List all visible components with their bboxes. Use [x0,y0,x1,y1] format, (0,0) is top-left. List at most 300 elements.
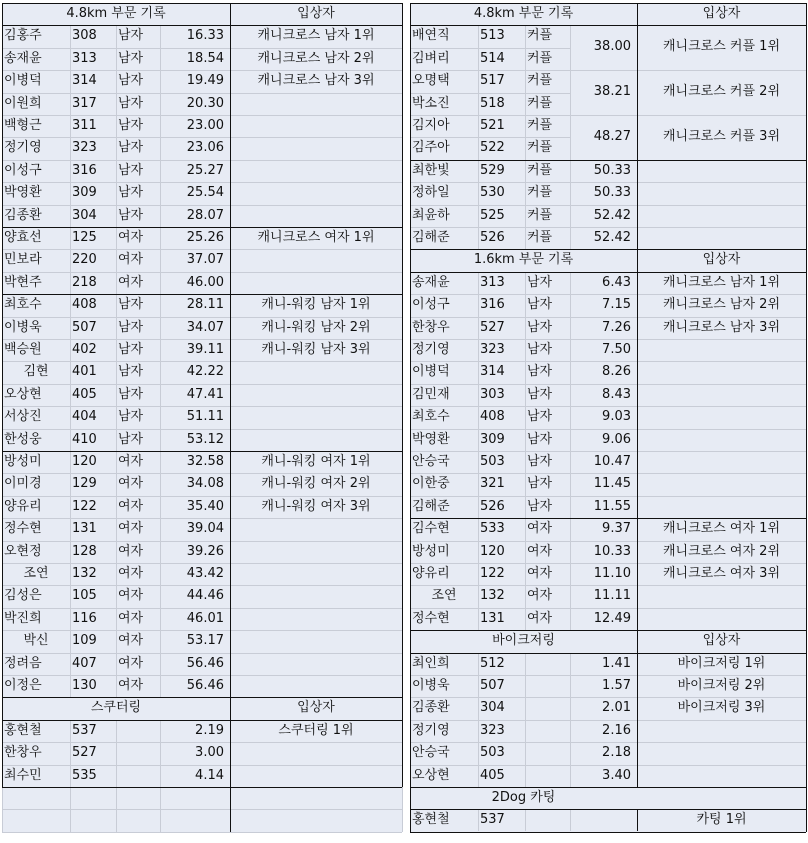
grid-line [570,809,571,831]
category: 남자 [118,185,144,201]
runner-name: 이병덕 [4,73,42,89]
award-text: 캐니크로스 여자 1위 [257,230,375,245]
category: 남자 [527,364,553,380]
record-time: 46.01 [186,610,224,626]
grid-line [525,653,526,787]
bib-number: 530 [480,185,505,201]
grid-line [160,720,161,832]
award-text [230,182,402,204]
runner-name: 안승국 [412,745,450,761]
runner-name: 김지아 [412,118,450,133]
border-line [410,518,806,519]
bib-number: 408 [72,297,97,313]
bib-number: 109 [72,633,97,649]
grid-line [2,137,402,138]
grid-line [410,541,806,542]
grid-line [410,70,806,71]
record-time: 10.33 [593,543,631,559]
runner-name: 안승국 [412,454,450,469]
grid-line [116,720,117,832]
record-time: 39.04 [186,521,224,537]
bib-number: 120 [72,454,97,469]
record-time: 34.08 [186,476,224,492]
runner-name: 홍현철 [4,722,42,738]
border-line [2,3,402,4]
runner-name: 한성웅 [4,431,42,447]
bib-number: 521 [480,118,505,133]
award-text [637,205,806,227]
bib-number: 130 [72,678,97,693]
record-time: 2.01 [602,700,631,716]
grid-line [2,496,402,497]
award-header: 입상자 [702,6,741,21]
category: 여자 [118,633,144,649]
grid-line [410,608,806,609]
grid-line [2,361,402,362]
runner-name: 김수현 [412,521,450,537]
grid-line [478,272,479,630]
bib-number: 131 [72,521,97,537]
record-time: 25.27 [186,162,224,178]
border-line [230,3,231,832]
runner-name: 이성구 [412,297,450,313]
runner-name: 최수민 [4,767,42,783]
record-time: 53.12 [186,431,224,447]
grid-line [2,765,402,766]
grid-line [525,809,526,831]
grid-line [410,765,806,766]
record-time: 34.07 [186,319,224,335]
runner-name: 송재윤 [4,50,42,66]
section-header-bikejoring: 바이크저링 [492,633,555,649]
runner-name: 이성구 [4,162,42,178]
runner-name: 오현정 [4,543,42,559]
grid-line [410,406,806,407]
category: 여자 [118,252,144,268]
award-text: 캐니크로스 여자 1위 [663,521,780,537]
grid-line [160,25,161,697]
runner-name: 최호수 [412,409,450,425]
record-time: 37.07 [186,252,224,268]
category: 남자 [118,319,144,335]
award-text: 바이크저링 1위 [677,655,766,671]
category: 여자 [527,521,553,537]
record-time: 2.18 [602,745,631,761]
award-header: 입상자 [297,6,335,21]
record-time: 11.11 [593,588,631,604]
runner-name: 한창우 [4,745,42,761]
bib-number: 522 [480,140,505,156]
award-text [230,518,402,540]
runner-name: 서상진 [4,409,42,425]
border-line [410,3,806,4]
grid-line [410,115,806,116]
category: 여자 [527,543,553,559]
bib-number: 410 [72,431,97,447]
award-text [230,361,402,383]
border-line [410,832,806,833]
runner-name: 박소진 [412,95,450,111]
runner-name: 김벼리 [412,50,450,66]
award-text [230,160,402,182]
record-time: 25.26 [186,230,224,245]
bib-number: 514 [480,50,505,66]
category: 여자 [527,588,553,604]
award-text [230,630,402,652]
bib-number: 513 [480,28,505,44]
category: 커플 [527,50,553,66]
border-line [410,272,806,273]
bib-number: 507 [480,678,505,693]
border-line [2,3,3,787]
award-text [230,541,402,563]
record-time: 51.11 [186,409,224,425]
category: 남자 [527,431,553,447]
category: 남자 [118,207,144,223]
bib-number: 311 [72,118,97,133]
bib-number: 304 [480,700,505,716]
award-text: 캐니-워킹 남자 2위 [261,319,371,335]
category: 남자 [118,140,144,156]
record-time: 56.46 [186,655,224,671]
grid-line [70,720,71,832]
runner-name: 박현주 [4,274,42,290]
category: 남자 [527,454,553,469]
award-text: 캐니크로스 남자 3위 [663,319,780,335]
runner-name: 홍현철 [412,812,450,828]
category: 커플 [527,230,553,245]
category: 남자 [118,386,144,402]
category: 남자 [118,364,144,380]
award-text: 캐니크로스 남자 2위 [257,50,375,66]
grid-line [410,339,806,340]
record-time: 32.58 [186,454,224,469]
grid-line [2,473,402,474]
grid-line [525,272,526,630]
runner-name: 양효선 [4,230,42,245]
award-header: 입상자 [702,252,741,268]
grid-line [2,384,402,385]
section-header-scootering: 스쿠터링 [90,700,142,716]
bib-number: 527 [72,745,97,761]
bib-number: 323 [480,342,505,357]
record-time: 44.46 [186,588,224,604]
section-header-karting: 2Dog 카팅 [491,790,556,805]
award-text [637,473,806,495]
grid-line [570,653,571,787]
award-text [230,585,402,607]
category: 남자 [527,319,553,335]
award-text: 캐니-워킹 남자 3위 [261,342,371,357]
category: 남자 [118,409,144,425]
grid-line [478,653,479,787]
grid-line [2,70,402,71]
runner-name: 김성은 [4,588,42,604]
runner-name: 최인희 [412,655,450,671]
category: 여자 [118,230,144,245]
bib-number: 313 [480,274,505,290]
award-text [230,137,402,159]
grid-line [410,742,806,743]
record-time: 2.16 [602,722,631,738]
record-time: 48.27 [593,129,631,144]
runner-name: 이병덕 [412,364,450,380]
bib-number: 537 [480,812,505,828]
record-time: 50.33 [593,185,631,201]
category: 여자 [118,454,144,469]
record-time: 25.54 [186,185,224,201]
runner-name: 양유리 [4,498,42,514]
bib-number: 535 [72,767,97,783]
award-text: 바이크저링 2위 [677,678,766,693]
record-time: 9.06 [602,431,631,447]
runner-name: 김종환 [4,207,42,223]
record-time: 10.47 [593,454,631,469]
record-time: 28.11 [186,297,224,313]
runner-name: 박영환 [412,431,450,447]
record-time: 52.42 [593,230,631,245]
record-time: 11.55 [593,498,631,514]
bib-number: 507 [72,319,97,335]
grid-line [2,93,402,94]
award-text [637,384,806,406]
award-text: 캐니-워킹 남자 1위 [261,297,371,313]
runner-name: 이한중 [412,476,450,492]
bib-number: 408 [480,409,505,425]
record-time: 43.42 [186,566,224,581]
bib-number: 308 [72,28,97,44]
bib-number: 537 [72,722,97,738]
grid-line [2,317,402,318]
border-line [2,227,402,228]
category: 여자 [118,543,144,559]
bib-number: 405 [480,767,505,783]
grid-line [2,205,402,206]
runner-name: 김민재 [412,386,450,402]
bib-number: 503 [480,454,505,469]
record-time: 8.26 [602,364,631,380]
runner-name: 김해준 [412,230,450,245]
award-text: 캐니크로스 여자 3위 [663,566,780,581]
category: 여자 [118,566,144,581]
grid-line [410,205,806,206]
record-time: 23.00 [186,118,224,133]
bib-number: 404 [72,409,97,425]
bib-number: 303 [480,386,505,402]
runner-name: 최윤하 [412,207,450,223]
award-text [230,115,402,137]
bib-number: 131 [480,610,505,626]
bib-number: 220 [72,252,97,268]
runner-name: 한창우 [412,319,450,335]
category: 남자 [118,95,144,111]
award-text: 바이크저링 3위 [677,700,766,716]
runner-name: 정기영 [4,140,42,156]
record-time: 6.43 [602,274,631,290]
category: 남자 [527,342,553,357]
category: 여자 [118,655,144,671]
bib-number: 309 [480,431,505,447]
border-line [2,294,402,295]
award-text [637,585,806,607]
bib-number: 529 [480,162,505,178]
award-text [230,93,402,115]
award-text [230,384,402,406]
bib-number: 526 [480,230,505,245]
record-time: 47.41 [186,386,224,402]
runner-name: 정려음 [4,655,42,671]
category: 남자 [527,297,553,313]
grid-line [2,809,402,810]
runner-name: 정기영 [412,722,450,738]
runner-name: 김해준 [412,498,450,514]
border-line [410,249,806,250]
border-line [806,3,807,832]
grid-line [410,563,806,564]
award-text [637,742,806,764]
border-line [2,720,402,721]
award-text [230,563,402,585]
runner-name: 조연 [23,566,49,581]
record-time: 7.26 [602,319,631,335]
grid-line [2,429,402,430]
grid-line [570,25,571,249]
section-header-4-8km: 4.8km 부문 기록 [473,6,574,21]
bib-number: 316 [72,162,97,178]
record-time: 11.10 [593,566,631,581]
award-text [230,765,402,787]
runner-name: 최호수 [4,297,42,313]
record-time: 20.30 [186,95,224,111]
bib-number: 120 [480,543,505,559]
category: 여자 [118,588,144,604]
category: 여자 [118,274,144,290]
grid-line [2,675,402,676]
bib-number: 218 [72,274,97,290]
bib-number: 323 [72,140,97,156]
record-time: 3.40 [602,767,631,783]
record-time: 56.46 [186,678,224,693]
category: 커플 [527,207,553,223]
grid-line [2,249,402,250]
record-time: 8.43 [602,386,631,402]
award-text [230,406,402,428]
record-time: 9.37 [602,521,631,537]
bib-number: 517 [480,73,505,89]
bib-number: 132 [72,566,97,581]
grid-line [525,25,526,249]
runner-name: 송재윤 [412,274,450,290]
section-header-1-6km: 1.6km 부문 기록 [473,252,574,268]
border-line [637,809,638,831]
record-time: 7.15 [602,297,631,313]
grid-line [2,787,3,832]
category: 커플 [527,28,553,44]
award-text: 캐니크로스 여자 2위 [663,543,780,559]
award-text [637,451,806,473]
grid-line [410,473,806,474]
runner-name: 정기영 [412,342,450,357]
award-text: 캐니-워킹 여자 1위 [261,454,371,469]
category: 커플 [527,73,553,89]
grid-line [70,25,71,697]
grid-line [410,294,806,295]
award-text [230,742,402,764]
award-text: 캐니크로스 커플 2위 [663,84,780,100]
grid-line [410,496,806,497]
award-text: 카팅 1위 [696,812,747,828]
category: 남자 [118,118,144,133]
grid-line [410,429,806,430]
runner-name: 정수현 [4,521,42,537]
runner-name: 정하일 [412,185,450,201]
grid-line [410,93,570,94]
runner-name: 박신 [23,633,49,649]
bib-number: 321 [480,476,505,492]
grid-line [2,115,402,116]
border-line [410,787,806,788]
runner-name: 방성미 [4,454,42,469]
category: 여자 [118,521,144,537]
category: 여자 [527,610,553,626]
record-time: 42.22 [186,364,224,380]
grid-line [410,317,806,318]
category: 남자 [118,342,144,357]
grid-line [2,832,402,833]
grid-line [570,272,571,630]
grid-line [2,653,402,654]
record-time: 4.14 [195,767,224,783]
border-line [2,451,402,452]
award-text: 캐니-워킹 여자 3위 [261,498,371,514]
category: 여자 [118,498,144,514]
award-text: 캐니크로스 남자 3위 [257,73,375,89]
runner-name: 박진희 [4,610,42,626]
award-text [637,227,806,249]
category: 남자 [118,50,144,66]
bib-number: 309 [72,185,97,201]
runner-name: 오상현 [412,767,450,783]
award-text: 캐니크로스 남자 2위 [663,297,780,313]
record-time: 35.40 [186,498,224,514]
grid-line [2,160,402,161]
grid-line [410,697,806,698]
grid-line [402,787,403,832]
bib-number: 527 [480,319,505,335]
grid-line [410,227,806,228]
border-line [410,809,806,810]
grid-line [410,182,806,183]
grid-line [410,48,570,49]
grid-line [410,137,570,138]
grid-line [478,809,479,831]
award-text [637,765,806,787]
grid-line [2,563,402,564]
award-text: 캐니크로스 남자 1위 [663,274,780,290]
record-time: 52.42 [593,207,631,223]
category: 남자 [527,274,553,290]
record-time: 38.00 [593,39,631,55]
category: 남자 [118,162,144,178]
grid-line [410,451,806,452]
border-line [410,25,806,26]
bib-number: 401 [72,364,97,380]
grid-line [410,585,806,586]
border-line [2,697,402,698]
bib-number: 402 [72,342,97,357]
runner-name: 오상현 [4,386,42,402]
border-line [2,787,402,788]
